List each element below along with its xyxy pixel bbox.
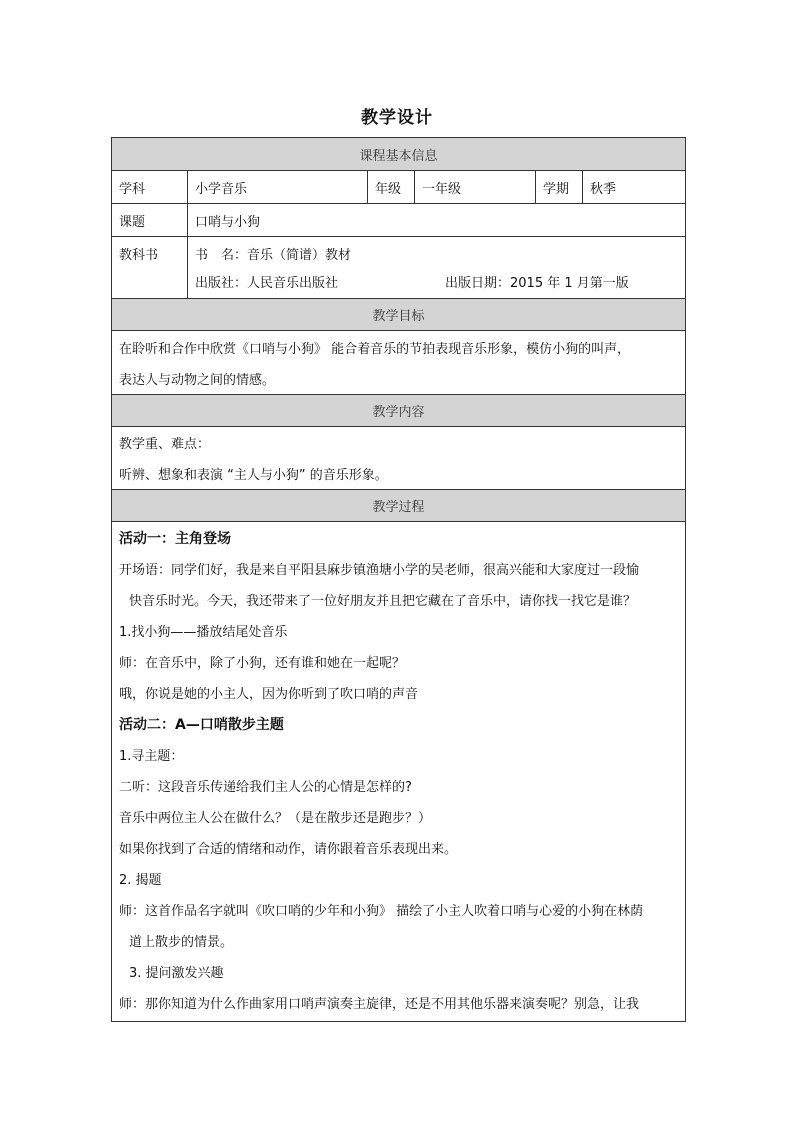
publisher: 出版社：人民音乐出版社: [195, 276, 339, 292]
process-line: 开场语：同学们好，我是来自平阳县麻步镇渔塘小学的吴老师，很高兴能和大家度过一段愉: [119, 563, 640, 578]
goals-line: 在聆听和合作中欣赏《口哨与小狗》 能合着音乐的节拍表现音乐形象，模仿小狗的叫声，: [119, 341, 631, 357]
topic-value: 口哨与小狗: [187, 204, 685, 236]
process-line: 师：那你知道为什么作曲家用口哨声演奏主旋律，还是不用其他乐器来演奏呢？别急，让我: [119, 997, 640, 1012]
goals-body: [112, 330, 685, 394]
publisher-line: [195, 272, 685, 291]
textbook-label: 教科书: [119, 248, 159, 263]
section-header-goals: [112, 298, 685, 330]
process-line: 二听：这段音乐传递给我们主人公的心情是怎样的?: [119, 780, 412, 795]
book-name: 书 名：音乐（简谱）教材: [195, 247, 352, 263]
publish-date: 出版日期：2015 年 1 月第一版: [445, 276, 629, 292]
process-line: 哦，你说是她的小主人，因为你听到了吹口哨的声音: [119, 687, 419, 702]
process-line: 3. 提问激发兴趣: [129, 966, 224, 981]
process-body: [112, 521, 685, 1021]
section-label: 课程基本信息: [359, 148, 438, 164]
activity-heading: 活动二：A—口哨散步主题: [119, 716, 284, 733]
textbook-details: [187, 237, 685, 298]
content-body: [112, 426, 685, 489]
term-label: 学期: [535, 171, 582, 203]
section-label: 教学内容: [372, 405, 425, 420]
process-line: 如果你找到了合适的情绪和动作，请你跟着音乐表现出来。: [119, 842, 458, 857]
grade-label: 年级: [367, 171, 414, 203]
process-text: [112, 522, 685, 1018]
activity-heading: 活动一：主角登场: [119, 530, 231, 547]
content-line: 听辨、想象和表演 “主人与小狗” 的音乐形象。: [119, 468, 388, 483]
section-header-basic-info: [112, 138, 685, 170]
process-line: 师：在音乐中，除了小狗，还有谁和她在一起呢？: [119, 656, 406, 671]
goals-line: 表达人与动物之间的情感。: [119, 372, 276, 388]
subject-label: 学科: [119, 181, 146, 197]
process-line: 1.找小狗——播放结尾处音乐: [119, 625, 288, 640]
lesson-plan-table: [111, 137, 686, 1022]
process-line: 快音乐时光。今天，我还带来了一位好朋友并且把它藏在了音乐中，请你找一找它是谁？: [129, 594, 637, 609]
process-line: 道上散步的情景。: [129, 935, 234, 950]
section-header-content: [112, 394, 685, 426]
section-label: 教学目标: [372, 309, 425, 324]
term-value: 秋季: [582, 171, 685, 203]
process-line: 音乐中两位主人公在做什么？（是在散步还是跑步？）: [119, 811, 432, 826]
info-row-topic: [112, 203, 685, 236]
process-line: 1.寻主题：: [119, 749, 184, 764]
goals-text: [112, 332, 685, 394]
grade-value: 一年级: [414, 171, 535, 203]
process-line: 师：这首作品名字就叫《吹口哨的少年和小狗》 描绘了小主人吹着口哨与心爱的小狗在林荫: [119, 904, 644, 919]
content-text: [112, 427, 685, 489]
section-header-process: [112, 489, 685, 521]
page-title: 教学设计: [361, 108, 433, 128]
section-label: 教学过程: [372, 500, 425, 515]
topic-label: 课题: [119, 214, 146, 230]
subject-value: 小学音乐: [187, 171, 367, 203]
info-row-textbook: [112, 236, 685, 298]
content-line: 教学重、难点：: [119, 437, 211, 452]
process-line: 2. 揭题: [119, 873, 162, 888]
info-row-subject: [112, 170, 685, 203]
